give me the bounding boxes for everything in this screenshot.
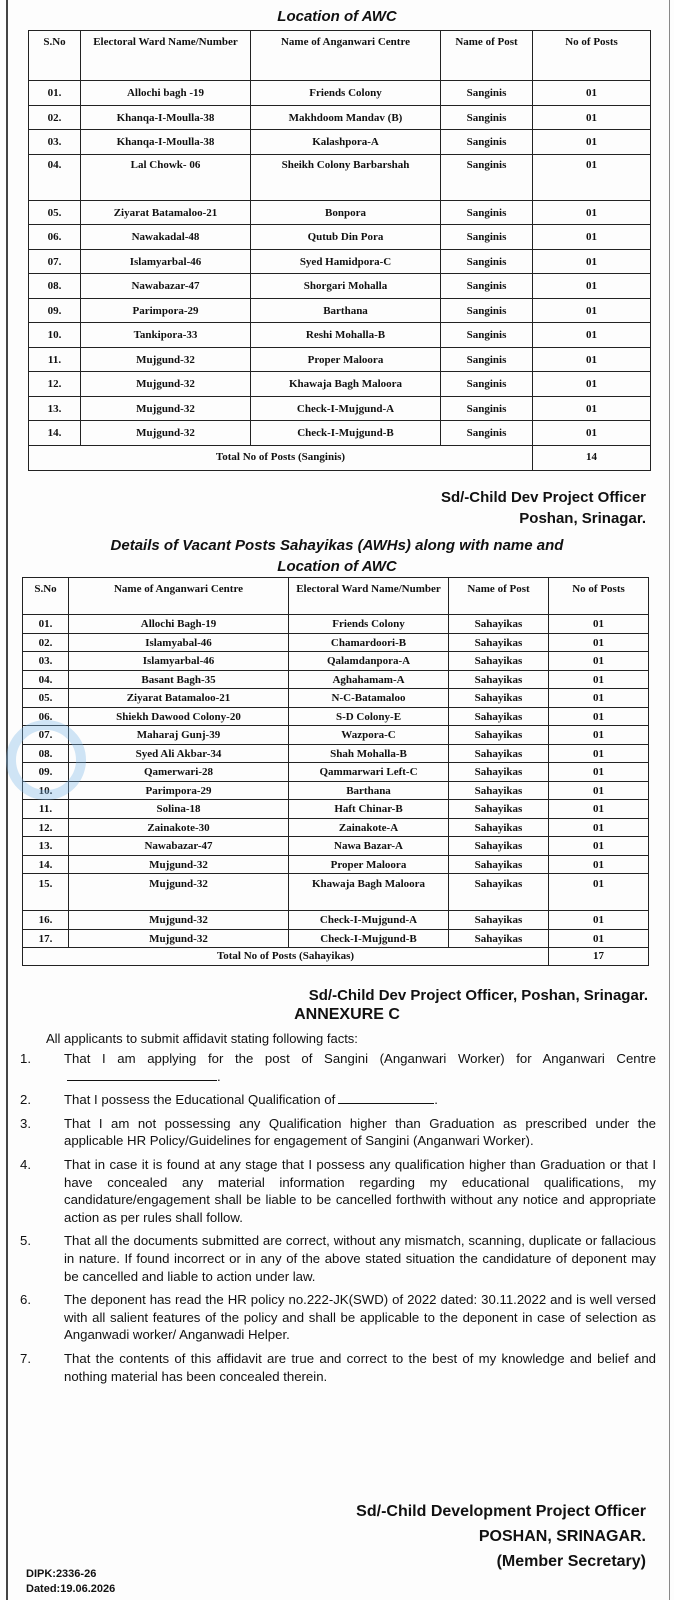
table-cell: 07. [29, 249, 81, 274]
table-row [23, 689, 649, 708]
column-header: S.No [23, 578, 69, 615]
signature-block-3 [356, 1499, 646, 1574]
table-cell: 01 [549, 911, 649, 930]
table-cell: Kalashpora-A [251, 130, 441, 155]
table-cell: 01 [549, 929, 649, 948]
table-cell: Sanginis [441, 105, 533, 130]
table-cell: Qutub Din Pora [251, 225, 441, 250]
table-cell: 09. [23, 763, 69, 782]
table-cell: 14. [29, 421, 81, 446]
affidavit-item [18, 1156, 656, 1226]
table-cell: 06. [23, 707, 69, 726]
table-cell: Mujgund-32 [69, 874, 289, 911]
table-row [29, 372, 651, 397]
table-row [23, 818, 649, 837]
item-text: That I am not possessing any Qualification higher than Graduation as prescribed under the applicable HR Policy/Guidelines for engagement of Sangini (Anganwari Worker). [64, 1115, 656, 1149]
signature-line: Sd/-Child Development Project Officer [356, 1503, 646, 1520]
table-cell: 01 [533, 249, 651, 274]
table-cell: Aghahamam-A [289, 670, 449, 689]
table-cell: Qammarwari Left-C [289, 763, 449, 782]
table-cell: 17. [23, 929, 69, 948]
table-cell: Basant Bagh-35 [69, 670, 289, 689]
table-cell: Mujgund-32 [69, 929, 289, 948]
item-text: The deponent has read the HR policy no.222-JK(SWD) of 2022 dated: 30.11.2022 and is well versed with all salient features of the policy and shall be applicable to the deponent in case of selection as Anganwadi worker/ Anganwadi Helper. [64, 1292, 656, 1343]
table-cell: Sanginis [441, 274, 533, 299]
signature-line: (Member Secretary) [496, 1553, 646, 1570]
right-border-line [669, 0, 670, 1600]
item-number: 7. [20, 1350, 31, 1366]
table-cell: 08. [29, 274, 81, 299]
table-cell: 08. [23, 744, 69, 763]
item-text: That all the documents submitted are correct, without any mismatch, scanning, duplicate or fallacious in nature. If found incorrect or in any of the above stated situation the candidature of deponent may be cancelled and liable to action under law. [64, 1233, 656, 1284]
table-cell: 07. [23, 726, 69, 745]
table-cell: Khawaja Bagh Maloora [289, 874, 449, 911]
table-cell: Parimpora-29 [81, 298, 251, 323]
table-cell: Sanginis [441, 249, 533, 274]
fill-in-blank-line [67, 1068, 217, 1081]
item-number: 6. [20, 1292, 31, 1308]
table-cell: 01 [549, 800, 649, 819]
table-cell: Islamyarbal-46 [81, 249, 251, 274]
table-row [23, 874, 649, 911]
affidavit-item [18, 1050, 656, 1085]
table-cell: 01. [29, 81, 81, 106]
table-cell: Nawa Bazar-A [289, 837, 449, 856]
table-cell: Barthana [289, 781, 449, 800]
table-cell: Sahayikas [449, 763, 549, 782]
table-cell: 01 [533, 421, 651, 446]
column-header: Electoral Ward Name/Number [289, 578, 449, 615]
table-cell: Sahayikas [449, 874, 549, 911]
table-row [29, 421, 651, 446]
total-label: Total No of Posts (Sahayikas) [23, 948, 549, 966]
table-cell: Sahayikas [449, 800, 549, 819]
table-cell: 01 [549, 707, 649, 726]
table-cell: 04. [23, 670, 69, 689]
table-cell: Qamerwari-28 [69, 763, 289, 782]
item-text: That I possess the Educational Qualification of [64, 1092, 336, 1108]
table-cell: 01 [533, 105, 651, 130]
table-cell: 02. [29, 105, 81, 130]
table-cell: 11. [23, 800, 69, 819]
table-cell: 12. [29, 372, 81, 397]
table-cell: Sheikh Colony Barbarshah [251, 154, 441, 200]
table-cell: Sanginis [441, 396, 533, 421]
table-cell: Khanqa-I-Moulla-38 [81, 105, 251, 130]
table-cell: Sahayikas [449, 837, 549, 856]
table-cell: 12. [23, 818, 69, 837]
table-cell: Mujgund-32 [81, 421, 251, 446]
table-cell: Mujgund-32 [69, 911, 289, 930]
sanginis-vacancy-table [28, 30, 651, 471]
table-row [29, 81, 651, 106]
table2-title-line: Details of Vacant Posts Sahayikas (AWHs) along with name and [110, 537, 564, 554]
table-cell: 01 [549, 874, 649, 911]
table-row [23, 855, 649, 874]
table-cell: Friends Colony [289, 615, 449, 634]
table-cell: Sahayikas [449, 615, 549, 634]
table-row [23, 911, 649, 930]
table-cell: Sanginis [441, 347, 533, 372]
table-cell: Bonpora [251, 200, 441, 225]
table-cell: 13. [23, 837, 69, 856]
table-cell: Zainakote-A [289, 818, 449, 837]
table-cell: 01 [549, 837, 649, 856]
table-cell: Sahayikas [449, 726, 549, 745]
affidavit-item [18, 1350, 656, 1385]
table-cell: 01 [549, 633, 649, 652]
table-cell: Sahayikas [449, 911, 549, 930]
table-cell: Nawakadal-48 [81, 225, 251, 250]
table-row [23, 652, 649, 671]
table-cell: 01. [23, 615, 69, 634]
table-row [29, 105, 651, 130]
total-value: 14 [533, 445, 651, 470]
table-cell: Solina-18 [69, 800, 289, 819]
table-cell: 01 [533, 396, 651, 421]
table-cell: 01 [549, 670, 649, 689]
table-row [23, 615, 649, 634]
table-cell: 03. [23, 652, 69, 671]
sahayikas-vacancy-table [22, 577, 649, 966]
watermark-logo [6, 720, 86, 800]
table-cell: Sanginis [441, 323, 533, 348]
table-row [23, 633, 649, 652]
table-cell: 01 [549, 763, 649, 782]
table-cell: 01 [533, 298, 651, 323]
item-number: 2. [20, 1092, 31, 1108]
footer-reference [26, 1567, 115, 1597]
table-row [29, 130, 651, 155]
column-header: Electoral Ward Name/Number [81, 31, 251, 81]
table-cell: 01 [533, 274, 651, 299]
column-header: No of Posts [549, 578, 649, 615]
item-number: 3. [20, 1115, 31, 1131]
total-label: Total No of Posts (Sanginis) [29, 445, 533, 470]
table-cell: 02. [23, 633, 69, 652]
table-cell: Barthana [251, 298, 441, 323]
table-cell: 13. [29, 396, 81, 421]
table-cell: Mujgund-32 [81, 372, 251, 397]
table-cell: Haft Chinar-B [289, 800, 449, 819]
table-row [23, 837, 649, 856]
table-cell: Sahayikas [449, 670, 549, 689]
table-cell: Makhdoom Mandav (B) [251, 105, 441, 130]
table-row [29, 298, 651, 323]
table-cell: 01 [549, 615, 649, 634]
table-cell: Sanginis [441, 130, 533, 155]
table-cell: Sahayikas [449, 652, 549, 671]
table-cell: 01 [533, 372, 651, 397]
dipk-number: DIPK:2336-26 [26, 1568, 97, 1580]
table-cell: 11. [29, 347, 81, 372]
table-cell: 09. [29, 298, 81, 323]
table-cell: Shiekh Dawood Colony-20 [69, 707, 289, 726]
table-cell: Khawaja Bagh Maloora [251, 372, 441, 397]
table-cell: Check-I-Mujgund-B [251, 421, 441, 446]
dated-text: Dated:19.06.2026 [26, 1583, 116, 1595]
table-row [29, 274, 651, 299]
signature-line: Sd/-Child Dev Project Officer [440, 489, 646, 506]
affidavit-item [18, 1291, 656, 1344]
fill-in-blank-line [338, 1091, 434, 1104]
item-text: That I am applying for the post of Sangini (Anganwari Worker) for Anganwari Centre [64, 1051, 656, 1066]
table-cell: Sahayikas [449, 818, 549, 837]
table-cell: Sahayikas [449, 929, 549, 948]
table-row [29, 200, 651, 225]
table-row [23, 744, 649, 763]
table-row [23, 726, 649, 745]
table-row [23, 670, 649, 689]
table-cell: 01 [549, 744, 649, 763]
table-cell: Maharaj Gunj-39 [69, 726, 289, 745]
table-cell: 14. [23, 855, 69, 874]
table-cell: Sanginis [441, 200, 533, 225]
table-cell: S-D Colony-E [289, 707, 449, 726]
table1-title: Location of AWC [277, 8, 397, 25]
table-cell: 15. [23, 874, 69, 911]
table-cell: Sanginis [441, 421, 533, 446]
table-cell: Allochi bagh -19 [81, 81, 251, 106]
table-cell: Ziyarat Batamaloo-21 [81, 200, 251, 225]
table-row [29, 323, 651, 348]
column-header: No of Posts [533, 31, 651, 81]
table-cell: Islamyarbal-46 [69, 652, 289, 671]
table-cell: Proper Maloora [251, 347, 441, 372]
table-cell: Friends Colony [251, 81, 441, 106]
table-cell: Check-I-Mujgund-A [289, 911, 449, 930]
table-cell: 01 [549, 818, 649, 837]
table-cell: Syed Hamidpora-C [251, 249, 441, 274]
table-cell: 01 [549, 726, 649, 745]
table-row [29, 154, 651, 200]
item-suffix: . [434, 1092, 438, 1108]
table-cell: N-C-Batamaloo [289, 689, 449, 708]
affidavit-item [18, 1232, 656, 1285]
table-cell: Sahayikas [449, 633, 549, 652]
table-cell: 10. [23, 781, 69, 800]
column-header: Name of Post [441, 31, 533, 81]
table-cell: 06. [29, 225, 81, 250]
total-row [29, 445, 651, 470]
table-cell: Check-I-Mujgund-A [251, 396, 441, 421]
table-cell: 01 [549, 781, 649, 800]
annexure-intro: All applicants to submit affidavit stating following facts: [46, 1031, 358, 1046]
table-cell: 05. [29, 200, 81, 225]
table-cell: Lal Chowk- 06 [81, 154, 251, 200]
table-cell: Sanginis [441, 81, 533, 106]
table-row [23, 763, 649, 782]
signature-line: Poshan, Srinagar. [519, 510, 646, 527]
item-number: 5. [20, 1233, 31, 1249]
affidavit-facts-list [18, 1050, 656, 1391]
table-cell: Mujgund-32 [81, 396, 251, 421]
table-cell: Shorgari Mohalla [251, 274, 441, 299]
table-cell: Mujgund-32 [69, 855, 289, 874]
table-cell: Sahayikas [449, 855, 549, 874]
table-cell: 01 [549, 689, 649, 708]
table-cell: Sahayikas [449, 744, 549, 763]
table-cell: 01 [533, 130, 651, 155]
column-header: Name of Anganwari Centre [69, 578, 289, 615]
table-cell: Parimpora-29 [69, 781, 289, 800]
table2-title-line: Location of AWC [277, 558, 397, 575]
total-row [23, 948, 649, 966]
table-row [29, 249, 651, 274]
table-cell: Syed Ali Akbar-34 [69, 744, 289, 763]
affidavit-item [18, 1115, 656, 1150]
table-cell: Sahayikas [449, 707, 549, 726]
affidavit-item [18, 1091, 656, 1109]
table-cell: Nawabazar-47 [69, 837, 289, 856]
table-cell: 01 [533, 154, 651, 200]
table-cell: Zainakote-30 [69, 818, 289, 837]
table-cell: Islamyabal-46 [69, 633, 289, 652]
table-cell: Mujgund-32 [81, 347, 251, 372]
table-cell: Ziyarat Batamaloo-21 [69, 689, 289, 708]
table-header-row [29, 31, 651, 81]
table-header-row [23, 578, 649, 615]
table-cell: Sahayikas [449, 781, 549, 800]
table-row [29, 347, 651, 372]
table-row [29, 396, 651, 421]
table-cell: 01 [533, 225, 651, 250]
table-cell: 01 [533, 200, 651, 225]
signature-line: POSHAN, SRINAGAR. [478, 1528, 646, 1545]
item-text: That in case it is found at any stage that I possess any qualification higher than Graduation or that I have concealed any material information regarding my educational qualifications, my candidature/engagement shall be liable to be cancelled forthwith without any notice and appropriate action as per rules shall follow. [64, 1156, 656, 1225]
table-cell: 01 [549, 652, 649, 671]
item-text: That the contents of this affidavit are true and correct to the best of my knowledge and belief and nothing material has been concealed therein. [64, 1350, 656, 1384]
signature-block-2 [309, 985, 648, 1006]
table-cell: Nawabazar-47 [81, 274, 251, 299]
annexure-title: ANNEXURE C [294, 1006, 400, 1023]
table-cell: 05. [23, 689, 69, 708]
table-cell: 03. [29, 130, 81, 155]
table-cell: 01 [533, 81, 651, 106]
item-number: 4. [20, 1156, 31, 1172]
item-number: 1. [20, 1051, 31, 1066]
table-cell: 01 [533, 347, 651, 372]
table-cell: Sahayikas [449, 689, 549, 708]
signature-line: Sd/-Child Dev Project Officer, Poshan, Srinagar. [308, 987, 648, 1004]
table-cell: Sanginis [441, 372, 533, 397]
table-cell: Tankipora-33 [81, 323, 251, 348]
table-cell: Sanginis [441, 154, 533, 200]
table-cell: Allochi Bagh-19 [69, 615, 289, 634]
table-row [23, 781, 649, 800]
table-cell: 01 [549, 855, 649, 874]
column-header: Name of Anganwari Centre [251, 31, 441, 81]
table-cell: Khanqa-I-Moulla-38 [81, 130, 251, 155]
left-border-line [6, 0, 8, 1600]
table-cell: 01 [533, 323, 651, 348]
table2-title [0, 535, 674, 577]
table-cell: Reshi Mohalla-B [251, 323, 441, 348]
total-value: 17 [549, 948, 649, 966]
table-cell: Sanginis [441, 225, 533, 250]
table-row [23, 800, 649, 819]
column-header: S.No [29, 31, 81, 81]
table-cell: Proper Maloora [289, 855, 449, 874]
table-cell: Sanginis [441, 298, 533, 323]
table-row [23, 707, 649, 726]
table-cell: Check-I-Mujgund-B [289, 929, 449, 948]
table-cell: Chamardoori-B [289, 633, 449, 652]
column-header: Name of Post [449, 578, 549, 615]
table-cell: Qalamdanpora-A [289, 652, 449, 671]
table-row [29, 225, 651, 250]
table-cell: Shah Mohalla-B [289, 744, 449, 763]
table-row [23, 929, 649, 948]
table-cell: 10. [29, 323, 81, 348]
table-cell: 04. [29, 154, 81, 200]
table-cell: 16. [23, 911, 69, 930]
item-suffix: . [217, 1068, 221, 1084]
table-cell: Wazpora-C [289, 726, 449, 745]
signature-block-1 [441, 487, 646, 529]
